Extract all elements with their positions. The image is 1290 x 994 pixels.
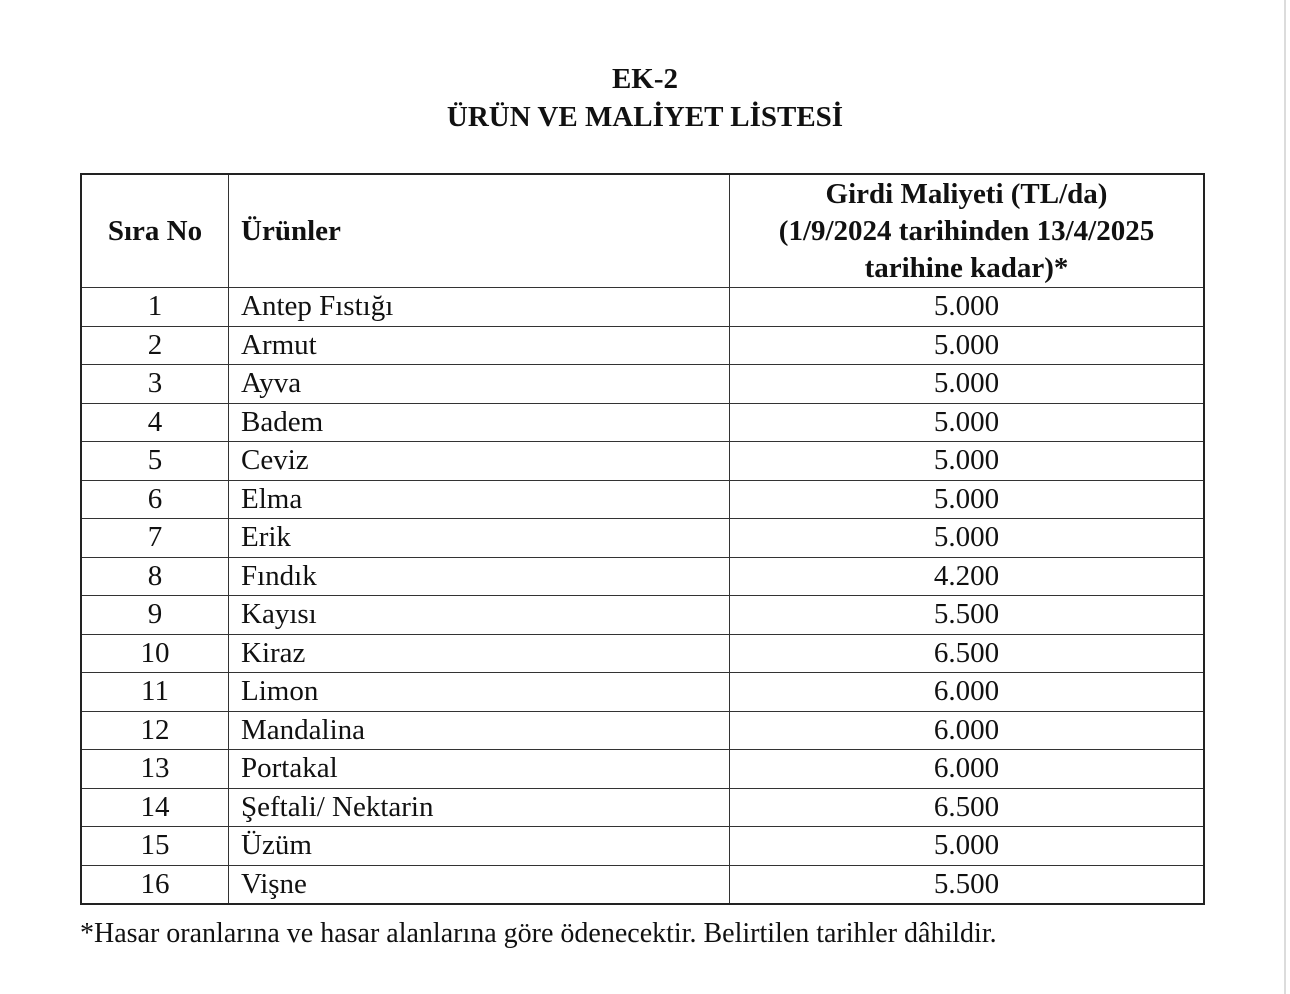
row-number: 1 xyxy=(81,288,229,327)
row-number: 13 xyxy=(81,750,229,789)
input-cost: 5.000 xyxy=(730,326,1205,365)
input-cost: 5.000 xyxy=(730,288,1205,327)
product-name: Kiraz xyxy=(229,634,730,673)
product-name: Şeftali/ Nektarin xyxy=(229,788,730,827)
table-row xyxy=(81,827,1204,866)
header-cost-line-2: (1/9/2024 tarihinden 13/4/2025 xyxy=(778,214,1155,247)
product-name: Armut xyxy=(229,326,730,365)
product-name: Antep Fıstığı xyxy=(229,288,730,327)
header-products: Ürünler xyxy=(229,174,730,288)
product-name: Üzüm xyxy=(229,827,730,866)
input-cost: 5.000 xyxy=(730,827,1205,866)
table-row xyxy=(81,403,1204,442)
table-row xyxy=(81,596,1204,635)
input-cost: 5.000 xyxy=(730,442,1205,481)
product-name: Ceviz xyxy=(229,442,730,481)
table-row xyxy=(81,519,1204,558)
input-cost: 6.000 xyxy=(730,673,1205,712)
product-name: Elma xyxy=(229,480,730,519)
row-number: 11 xyxy=(81,673,229,712)
table-row xyxy=(81,711,1204,750)
input-cost: 5.000 xyxy=(730,519,1205,558)
header-cost-line-3: tarihine kadar)* xyxy=(864,251,1069,284)
row-number: 15 xyxy=(81,827,229,866)
row-number: 4 xyxy=(81,403,229,442)
product-name: Ayva xyxy=(229,365,730,404)
row-number: 16 xyxy=(81,865,229,904)
row-number: 12 xyxy=(81,711,229,750)
input-cost: 5.500 xyxy=(730,865,1205,904)
product-name: Vişne xyxy=(229,865,730,904)
header-cost-line-1: Girdi Maliyeti (TL/da) xyxy=(825,177,1108,210)
input-cost: 5.000 xyxy=(730,480,1205,519)
table-row xyxy=(81,326,1204,365)
product-name: Kayısı xyxy=(229,596,730,635)
product-name: Mandalina xyxy=(229,711,730,750)
table-row xyxy=(81,788,1204,827)
input-cost: 6.000 xyxy=(730,750,1205,789)
header-input-cost xyxy=(730,174,1205,288)
table-header xyxy=(81,174,1204,288)
product-name: Fındık xyxy=(229,557,730,596)
product-cost-table xyxy=(80,173,1205,905)
row-number: 2 xyxy=(81,326,229,365)
row-number: 3 xyxy=(81,365,229,404)
row-number: 9 xyxy=(81,596,229,635)
title-block xyxy=(0,60,1290,136)
header-row-number: Sıra No xyxy=(81,174,229,288)
table-row xyxy=(81,442,1204,481)
row-number: 5 xyxy=(81,442,229,481)
table-row xyxy=(81,634,1204,673)
input-cost: 4.200 xyxy=(730,557,1205,596)
document-code: EK-2 xyxy=(611,63,679,95)
table-row xyxy=(81,288,1204,327)
header-row xyxy=(81,174,1204,288)
input-cost: 5.500 xyxy=(730,596,1205,635)
page-edge xyxy=(1284,0,1286,994)
product-name: Erik xyxy=(229,519,730,558)
product-name: Badem xyxy=(229,403,730,442)
input-cost: 6.000 xyxy=(730,711,1205,750)
row-number: 14 xyxy=(81,788,229,827)
table-row xyxy=(81,673,1204,712)
table-row xyxy=(81,750,1204,789)
row-number: 10 xyxy=(81,634,229,673)
footnote: *Hasar oranlarına ve hasar alanlarına göre ödenecektir. Belirtilen tarihler dâhildir. xyxy=(80,918,997,949)
product-name: Portakal xyxy=(229,750,730,789)
row-number: 8 xyxy=(81,557,229,596)
row-number: 7 xyxy=(81,519,229,558)
table-row xyxy=(81,865,1204,904)
input-cost: 5.000 xyxy=(730,365,1205,404)
table-body xyxy=(81,288,1204,905)
input-cost: 5.000 xyxy=(730,403,1205,442)
document-title: ÜRÜN VE MALİYET LİSTESİ xyxy=(446,101,844,133)
product-name: Limon xyxy=(229,673,730,712)
input-cost: 6.500 xyxy=(730,634,1205,673)
table-row xyxy=(81,480,1204,519)
row-number: 6 xyxy=(81,480,229,519)
table-row xyxy=(81,365,1204,404)
table-row xyxy=(81,557,1204,596)
input-cost: 6.500 xyxy=(730,788,1205,827)
